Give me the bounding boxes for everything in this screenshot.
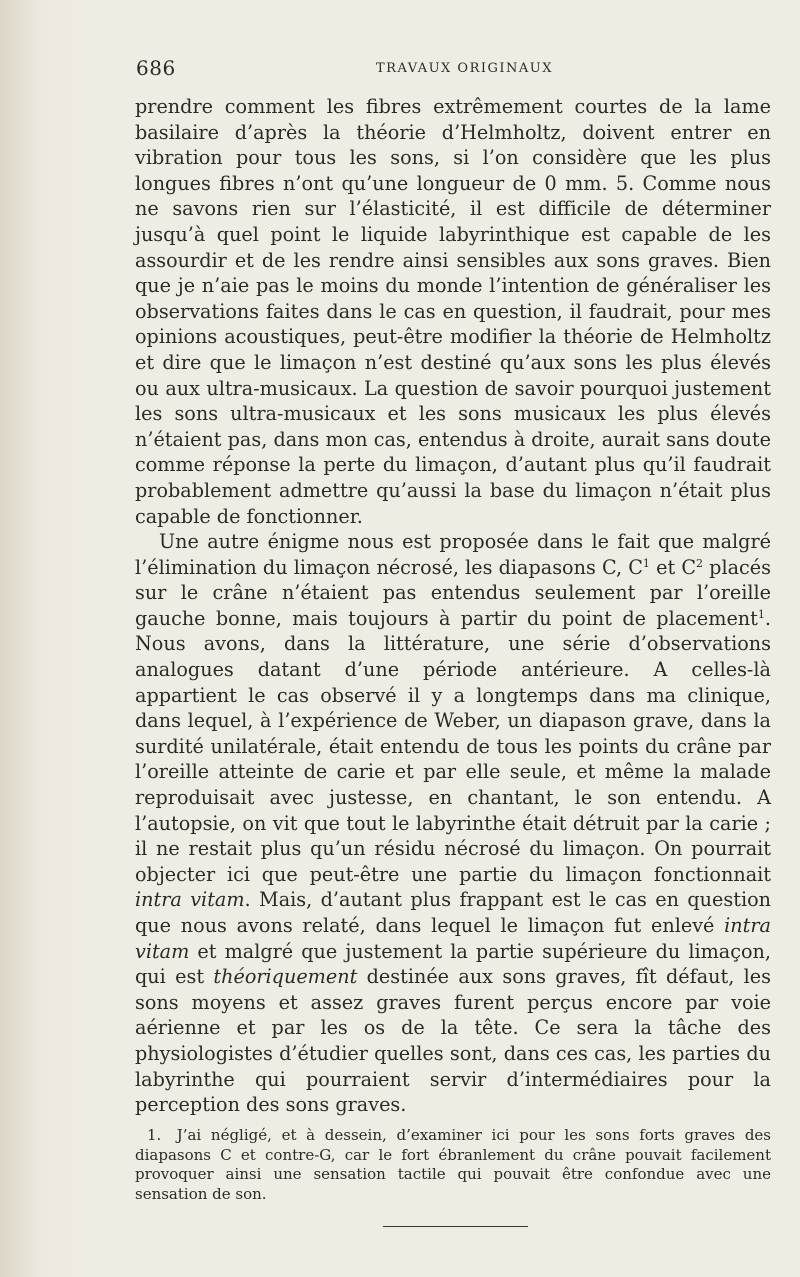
end-rule: [383, 1226, 528, 1227]
italic-intra-vitam-1: intra vitam: [135, 888, 245, 912]
footnote-reference: 1: [757, 607, 765, 621]
page-header: [136, 56, 770, 86]
paragraph-1: [135, 94, 771, 529]
paragraph-1-text: prendre comment les fibres extrêmement courtes de la lame basilaire d’après la théorie d’Helmholtz, doivent entrer en vibration pour tous les sons, si l’on considère que les plus longues fibres n’ont qu’une longueur de 0 mm. 5. Comme nous ne savons rien sur l’élasticité, il est difficile de déterminer jusqu’à quel point le liquide labyrinthique est capable de les assourdir et de les rendre ainsi sensibles aux sons graves. Bien que je n’aie pas le moins du monde l’intention de généraliser les observations faites dans le cas en question, il faudrait, pour mes opinions acoustiques, peut-être modifier la théorie de Helmholtz et dire que le limaçon n’est destiné qu’aux sons les plus élevés ou aux ultra-musicaux. La question de savoir pourquoi justement les sons ultra-musicaux et les sons musicaux les plus élevés n’étaient pas, dans mon cas, entendus à droite, aurait sans doute comme réponse la perte du limaçon, d’autant plus qu’il faudrait probablement admettre qu’aussi la base du limaçon n’était plus capable de fonctionner.: [135, 95, 771, 528]
footnote-number: 1.: [147, 1126, 162, 1144]
superscript-c1: 1: [642, 556, 650, 570]
page-number: 686: [136, 56, 176, 80]
superscript-c2: 2: [696, 556, 704, 570]
paragraph-2-text-c: placés sur le crâne n’étaient pas entendus seulement par l’oreille gauche bonne, mais toujours à partir du point de placement: [135, 555, 771, 630]
body-text: [135, 94, 771, 1118]
paragraph-2-text-e: . Mais, d’autant plus frappant est le cas en question que nous avons relaté, dans lequel le limaçon fut enlevé: [135, 888, 771, 937]
footnote-text: J’ai négligé, et à dessein, d’examiner ici pour les sons forts graves des diapasons C et contre-G, car le fort ébranlement du crâne pouvait facilement provoquer ainsi une sensation tactile qui pouvait être confondue avec une sensation de son.: [135, 1126, 771, 1203]
paragraph-2-text-b: et C: [649, 555, 697, 579]
running-head: TRAVAUX ORIGINAUX: [376, 61, 554, 76]
paragraph-2: [135, 529, 771, 1118]
paragraph-2-text-a: Une autre énigme nous est proposée dans le fait que malgré l’élimination du limaçon nécrosé, les diapasons C, C: [135, 530, 771, 579]
paragraph-2-text-g: destinée aux sons graves, fît défaut, les sons moyens et assez graves furent perçus encore par voie aérienne et par les os de la tête. Ce sera la tâche des physiologistes d’étudier quelles sont, dans ces cas, les parties du labyrinthe qui pourraient servir d’intermédiaires pour la perception des sons graves.: [135, 965, 772, 1117]
paragraph-2-text-d: . Nous avons, dans la littérature, une série d’observations analogues datant d’une période antérieure. A celles-là appartient le cas observé il y a longtemps dans ma clinique, dans lequel, à l’expérience de Weber, un diapason grave, dans la surdité unilatérale, était entendu de tous les points du crâne par l’oreille atteinte de carie et par elle seule, et même la malade reproduisait avec justesse, en chantant, le son entendu. A l’autopsie, on vit que tout le labyrinthe était détruit par la carie ; il ne restait plus qu’un résidu nécrosé du limaçon. On pourrait objecter ici que peut-être une partie du limaçon fonctionnait: [135, 606, 771, 886]
footnote: [135, 1126, 771, 1204]
italic-theoriquement: théoriquement: [213, 965, 358, 989]
paragraph-2-text-f: et malgré que justement la partie supérieure du limaçon, qui est: [135, 939, 771, 989]
italic-intra-vitam-2: intra vitam: [135, 914, 771, 963]
